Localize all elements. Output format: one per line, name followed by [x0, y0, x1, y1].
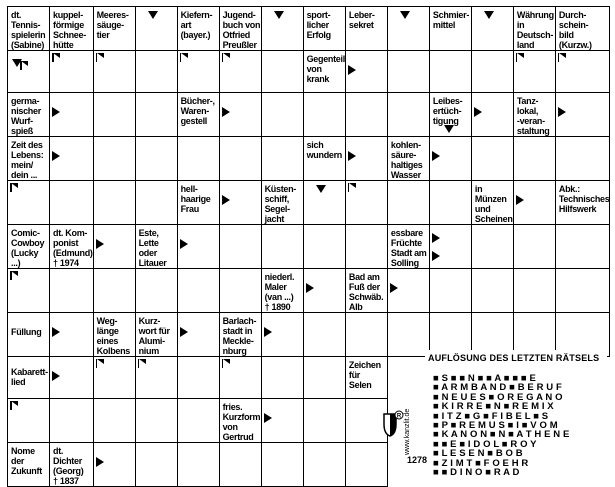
- answer-cell[interactable]: [387, 7, 429, 51]
- answer-cell[interactable]: [261, 225, 303, 269]
- arrow-right-icon: [222, 107, 230, 117]
- answer-cell[interactable]: [429, 51, 471, 93]
- answer-cell[interactable]: [8, 181, 50, 225]
- clue-cell: [261, 269, 303, 313]
- answer-cell[interactable]: [93, 225, 135, 269]
- answer-cell[interactable]: [50, 93, 94, 137]
- arrow-flag-icon: [348, 183, 356, 192]
- clue-text: kuppel- förmige Schnee- hütte: [53, 10, 86, 50]
- arrow-flag-icon: [52, 53, 60, 62]
- answer-cell[interactable]: [8, 269, 50, 313]
- clue-text: niederl. Maler (van ...) † 1890: [264, 272, 295, 312]
- clue-cell: [429, 93, 471, 137]
- answer-cell[interactable]: [555, 51, 610, 93]
- arrow-right-icon: [306, 283, 314, 293]
- solution-title: AUFLÖSUNG DES LETZTEN RÄTSELS: [428, 353, 600, 363]
- arrow-right-icon: [474, 107, 482, 117]
- clue-cell: [50, 443, 94, 487]
- arrow-down-icon: [274, 11, 284, 19]
- answer-cell[interactable]: [50, 269, 94, 313]
- answer-cell[interactable]: [555, 137, 610, 181]
- answer-cell[interactable]: [135, 399, 177, 443]
- clue-cell: [135, 313, 177, 357]
- clue-cell: [93, 313, 135, 357]
- answer-cell[interactable]: [93, 137, 135, 181]
- answer-cell[interactable]: [555, 93, 610, 137]
- clue-cell: [8, 7, 50, 51]
- clue-cell: [50, 225, 94, 269]
- clue-text: Zeit des Lebens: mein/ dein ...: [11, 140, 44, 180]
- arrow-right-icon: [348, 65, 356, 75]
- answer-cell[interactable]: [93, 269, 135, 313]
- clue-cell: [345, 357, 387, 399]
- answer-cell[interactable]: [303, 225, 345, 269]
- clue-cell: [177, 93, 219, 137]
- clue-cell: [303, 51, 345, 93]
- clue-text: Zeichen für Selen: [348, 360, 381, 390]
- answer-cell[interactable]: [471, 269, 513, 313]
- clue-text: sich wundern: [306, 140, 342, 160]
- clue-cell: [177, 181, 219, 225]
- clue-text: hell- haarige Frau: [180, 184, 211, 214]
- arrow-flag-icon: [222, 53, 230, 62]
- clue-text: Küsten- schiff, Segel- jacht: [264, 184, 296, 224]
- answer-cell[interactable]: [219, 181, 261, 225]
- answer-cell[interactable]: [303, 357, 345, 399]
- arrow-right-icon: [180, 327, 188, 337]
- answer-cell[interactable]: [513, 51, 555, 93]
- solution-row: ■ P ■ R E M U S ■ I ■ V O M: [433, 420, 558, 432]
- answer-cell[interactable]: [387, 269, 429, 313]
- solution-grid: [433, 374, 569, 477]
- clue-text: essbare Früchte: [390, 228, 423, 248]
- answer-cell[interactable]: [387, 313, 429, 357]
- clue-text: dt. Dichter (Georg) † 1837: [53, 446, 84, 486]
- answer-cell[interactable]: [177, 443, 219, 487]
- arrow-right-icon: [180, 239, 188, 249]
- solution-row: ■ N E U E S ■ O R E G A N O: [433, 391, 563, 403]
- answer-cell[interactable]: [471, 7, 513, 51]
- answer-cell[interactable]: [135, 443, 177, 487]
- clue-text: Leber- sekret: [348, 10, 375, 30]
- clue-text: Jugend- buch von Otfried Preußler: [222, 10, 261, 50]
- arrow-right-icon: [52, 327, 60, 337]
- answer-cell[interactable]: [93, 93, 135, 137]
- clue-text: kohlen- säure- haltiges Wasser: [390, 140, 423, 180]
- solution-row: ■ S ■ ■ N ■ ■ A ■ ■ ■ E: [433, 373, 536, 384]
- answer-cell[interactable]: [93, 181, 135, 225]
- answer-cell[interactable]: [135, 7, 177, 51]
- answer-cell[interactable]: [345, 443, 387, 487]
- arrow-right-icon: [432, 251, 440, 261]
- clue-cell: [471, 181, 513, 225]
- clue-cell: [261, 181, 303, 225]
- clue-cell: [8, 137, 50, 181]
- clue-text: Este, Lette oder Litauer: [138, 228, 167, 268]
- answer-cell[interactable]: [261, 399, 303, 443]
- answer-cell[interactable]: [471, 93, 513, 137]
- arrow-flag-icon: [558, 53, 566, 62]
- answer-cell[interactable]: [219, 357, 261, 399]
- clue-text: Füllung: [11, 327, 42, 337]
- clue-text: Barlach- stadt in Meckle- nburg: [222, 316, 257, 356]
- answer-cell[interactable]: [219, 443, 261, 487]
- arrow-right-icon: [52, 371, 60, 381]
- answer-cell[interactable]: [50, 181, 94, 225]
- clue-cell: [8, 357, 50, 399]
- arrow-flag-icon: [10, 401, 18, 410]
- clue-text: Comic- Cowboy (Lucky ...): [11, 228, 45, 268]
- answer-cell[interactable]: [261, 443, 303, 487]
- clue-text: Schmier- mittel: [432, 10, 470, 30]
- answer-cell[interactable]: [261, 137, 303, 181]
- clue-cell: [135, 225, 177, 269]
- arrow-down-icon: [444, 125, 454, 133]
- arrow-down-icon: [400, 11, 410, 19]
- arrow-right-icon: [264, 413, 272, 423]
- arrow-flag-icon: [20, 61, 28, 70]
- answer-cell[interactable]: [177, 269, 219, 313]
- answer-cell[interactable]: [261, 357, 303, 399]
- answer-cell[interactable]: [50, 51, 94, 93]
- answer-cell[interactable]: [303, 181, 345, 225]
- solution-panel: [425, 350, 607, 479]
- arrow-down-icon: [484, 11, 494, 19]
- clue-cell: [387, 225, 429, 269]
- clue-text: germa- nischer Wurf- spieß: [11, 96, 41, 136]
- answer-cell[interactable]: [93, 357, 135, 399]
- solution-row: ■ ■ D I N O ■ R A D: [433, 467, 520, 479]
- answer-cell[interactable]: [387, 93, 429, 137]
- arrow-right-icon: [516, 195, 524, 205]
- answer-cell[interactable]: [513, 225, 555, 269]
- answer-cell[interactable]: [219, 225, 261, 269]
- clue-text: Kiefern- art (bayer.): [180, 10, 213, 40]
- clue-cell: [8, 313, 50, 357]
- answer-cell[interactable]: [345, 137, 387, 181]
- solution-row: ■ I T Z ■ G ■ F I B E L ■ S: [433, 410, 549, 422]
- clue-text: dt. Tennis- spielerin (Sabine): [11, 10, 46, 50]
- answer-cell[interactable]: [135, 181, 177, 225]
- clue-text: sport- licher Erfolg: [306, 10, 331, 40]
- arrow-flag-icon: [516, 53, 524, 62]
- answer-cell[interactable]: [50, 399, 94, 443]
- answer-cell[interactable]: [135, 51, 177, 93]
- solution-row: ■ Z I M T ■ F O E H R: [433, 457, 529, 469]
- answer-cell[interactable]: [303, 313, 345, 357]
- answer-cell[interactable]: [135, 269, 177, 313]
- clue-text: Bücher-, Waren- gestell: [180, 96, 215, 126]
- answer-cell[interactable]: [303, 269, 345, 313]
- answer-cell[interactable]: [50, 137, 94, 181]
- answer-cell[interactable]: [177, 399, 219, 443]
- clue-text: Weg- länge eines Kolbens: [96, 316, 130, 356]
- clue-cell: [555, 7, 610, 51]
- clue-text: Kabarett- lied: [11, 367, 48, 387]
- answer-cell[interactable]: [429, 137, 471, 181]
- answer-cell[interactable]: [471, 51, 513, 93]
- arrow-right-icon: [390, 283, 398, 293]
- arrow-right-icon: [348, 151, 356, 161]
- website-label: www.kanzlit.de: [404, 408, 411, 455]
- clue-text: Währung in Deutsch- land: [516, 10, 554, 50]
- answer-cell[interactable]: [513, 269, 555, 313]
- clue-text: Kurz- wort für Alumi- nium: [138, 316, 170, 356]
- arrow-flag-icon: [10, 183, 18, 192]
- answer-cell[interactable]: [303, 443, 345, 487]
- answer-cell[interactable]: [429, 269, 471, 313]
- arrow-right-icon: [96, 239, 104, 249]
- answer-cell[interactable]: [471, 137, 513, 181]
- clue-cell: [219, 313, 261, 357]
- solution-row: ■ L E S E N ■ B O B: [433, 448, 523, 460]
- clue-cell: [429, 7, 471, 51]
- clue-cell: [219, 7, 261, 51]
- answer-cell[interactable]: [219, 51, 261, 93]
- arrow-right-icon: [432, 233, 440, 243]
- answer-cell[interactable]: [387, 51, 429, 93]
- answer-cell[interactable]: [50, 313, 94, 357]
- answer-cell[interactable]: [219, 269, 261, 313]
- arrow-flag-icon: [180, 53, 188, 62]
- answer-cell[interactable]: [177, 51, 219, 93]
- answer-cell[interactable]: [345, 181, 387, 225]
- clue-cell: [513, 7, 555, 51]
- solution-row: ■ K A N O N ■ N ■ A T H E N E: [433, 429, 570, 441]
- arrow-flag-icon: [96, 53, 104, 62]
- answer-cell[interactable]: [345, 93, 387, 137]
- solution-row: ■ K I R R E ■ N ■ R E M I X: [433, 401, 554, 413]
- solution-row: ■ ■ E ■ I D O L ■ R O Y: [433, 438, 537, 450]
- arrow-down-icon: [148, 11, 158, 19]
- clue-text: Nome der Zukunft: [11, 446, 42, 476]
- arrow-down-icon: [316, 185, 326, 193]
- answer-cell[interactable]: [345, 313, 387, 357]
- clue-cell: [8, 443, 50, 487]
- answer-cell[interactable]: [93, 443, 135, 487]
- arrow-right-icon: [52, 151, 60, 161]
- answer-cell[interactable]: [429, 181, 471, 225]
- answer-cell[interactable]: [93, 399, 135, 443]
- clue-text: in Münzen und Scheinen: [474, 184, 513, 224]
- arrow-right-icon: [222, 195, 230, 205]
- answer-cell[interactable]: [177, 313, 219, 357]
- answer-cell[interactable]: [555, 225, 610, 269]
- clue-text: Meeres- säuge- tier: [96, 10, 129, 40]
- answer-cell[interactable]: [93, 51, 135, 93]
- answer-cell[interactable]: [261, 7, 303, 51]
- answer-cell[interactable]: [135, 137, 177, 181]
- clue-cell: [177, 7, 219, 51]
- answer-cell[interactable]: [261, 51, 303, 93]
- answer-cell[interactable]: [8, 399, 50, 443]
- solution-row: ■ A R M B A N D ■ B E R U F: [433, 382, 562, 394]
- arrow-right-icon: [52, 107, 60, 117]
- answer-cell[interactable]: [50, 357, 94, 399]
- clue-cell: [8, 225, 50, 269]
- publisher-logo-icon: [382, 410, 404, 438]
- answer-cell[interactable]: [261, 313, 303, 357]
- clue-text: fries. Kurzform von Gertrud: [222, 402, 261, 442]
- arrow-right-icon: [264, 327, 272, 337]
- answer-cell[interactable]: [345, 51, 387, 93]
- clue-cell: [345, 269, 387, 313]
- clue-cell: [345, 7, 387, 51]
- answer-cell[interactable]: [303, 399, 345, 443]
- answer-cell[interactable]: [387, 181, 429, 225]
- clue-cell: [513, 93, 555, 137]
- arrow-flag-icon: [222, 359, 230, 368]
- answer-cell[interactable]: [471, 225, 513, 269]
- answer-cell[interactable]: [513, 181, 555, 225]
- clue-cell: [50, 7, 94, 51]
- clue-text: Bad am Fuß der Schwäb. Alb: [348, 272, 384, 312]
- answer-cell[interactable]: [345, 225, 387, 269]
- answer-cell[interactable]: [303, 93, 345, 137]
- clue-cell: [303, 137, 345, 181]
- arrow-right-icon: [96, 457, 104, 467]
- clue-cell: [555, 181, 610, 225]
- clue-cell: [303, 7, 345, 51]
- clue-cell: [93, 7, 135, 51]
- arrow-right-icon: [558, 107, 566, 117]
- answer-cell[interactable]: [135, 357, 177, 399]
- answer-cell[interactable]: [555, 269, 610, 313]
- clue-text: dt. Kom- ponist (Edmund) † 1974: [53, 228, 93, 268]
- svg-text:R: R: [396, 413, 402, 420]
- answer-cell[interactable]: [513, 137, 555, 181]
- clue-text: Abk.: Technisches Hilfswerk: [558, 184, 610, 214]
- clue-text: Durch- schein- bild (Kurzw.): [558, 10, 592, 50]
- clue-cell: [219, 399, 261, 443]
- answer-cell[interactable]: [219, 137, 261, 181]
- arrow-flag-icon: [138, 359, 146, 368]
- answer-cell[interactable]: [219, 93, 261, 137]
- answer-cell[interactable]: [135, 93, 177, 137]
- answer-cell[interactable]: [261, 93, 303, 137]
- clue-text: Leibes- ertüch- tigung: [432, 96, 463, 126]
- arrow-right-icon: [432, 151, 440, 161]
- answer-cell[interactable]: [177, 137, 219, 181]
- clue-cell: [8, 93, 50, 137]
- answer-cell[interactable]: [177, 357, 219, 399]
- answer-cell[interactable]: [177, 225, 219, 269]
- answer-cell[interactable]: [8, 51, 50, 93]
- clue-text: Gegenteil von krank: [306, 54, 345, 84]
- clue-text: Tanz- lokal, -veran- staltung: [516, 96, 550, 136]
- clue-cell: [387, 137, 429, 181]
- arrow-flag-icon: [96, 359, 104, 368]
- clue-text: Stadt am Solling: [390, 248, 427, 268]
- answer-cell[interactable]: [429, 225, 471, 269]
- puzzle-number: 1278: [407, 455, 428, 465]
- arrow-flag-icon: [10, 271, 18, 280]
